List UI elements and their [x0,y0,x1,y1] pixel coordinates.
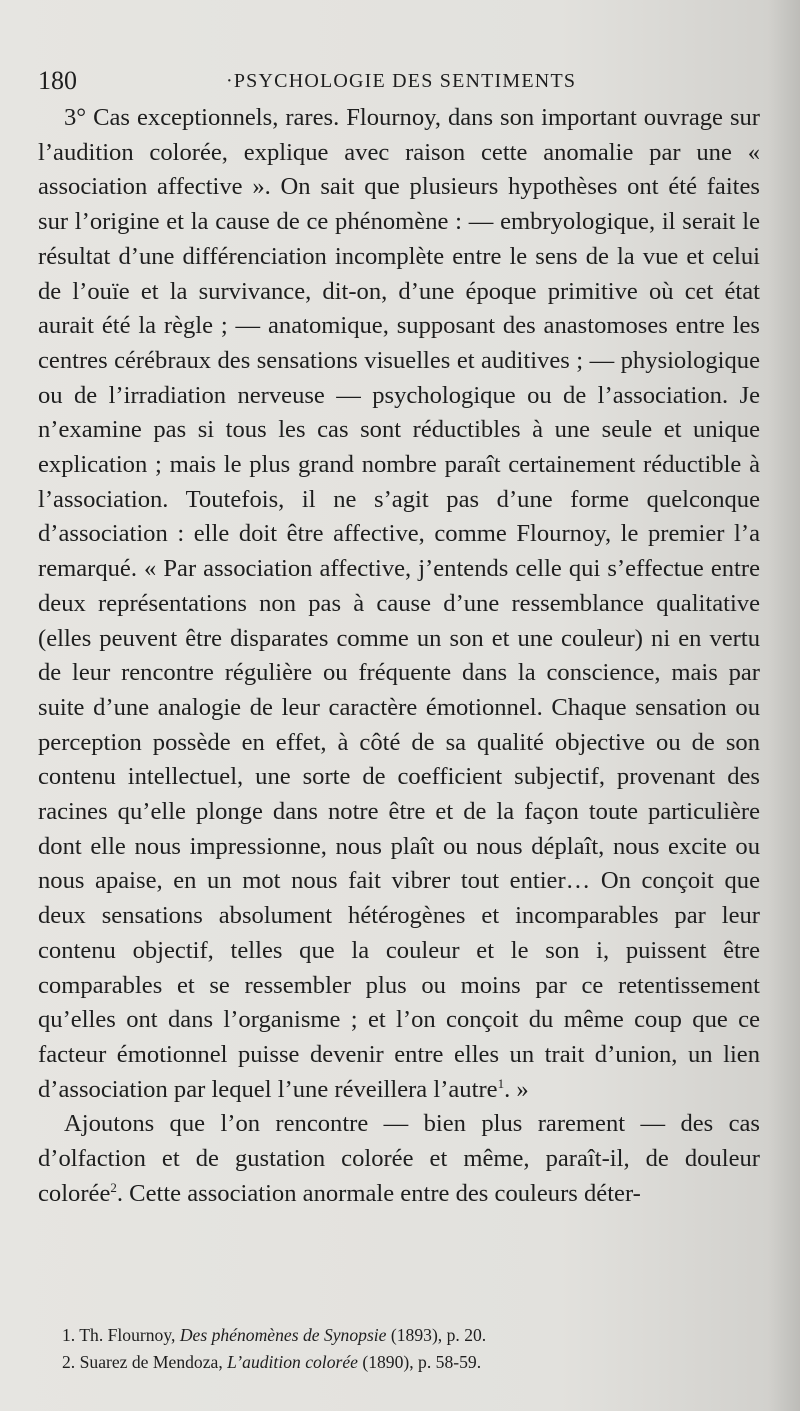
paragraph-text: Ajoutons que l’on rencontre — bien plus rarement — des cas d’olfaction et de gustation colorée et même, paraît-il, de douleur colorée [38,1110,760,1207]
paragraph-tail: . » [504,1075,529,1103]
footnote-ref: 1 [497,1075,505,1091]
footnote-title: Des phénomènes de Synopsie [179,1325,387,1345]
page-number: 180 [38,66,77,95]
footnote-author: Suarez de Mendoza, [79,1352,223,1372]
paragraph-tail: . Cette association anormale entre des couleurs déter- [116,1179,641,1207]
footnotes [62,1322,752,1376]
footnote-number: 1. [62,1325,76,1345]
body-text [38,101,760,1212]
page-header [38,64,760,98]
running-title: ·PSYCHOLOGIE DES SENTIMENTS [226,70,577,92]
footnote-number: 2. [62,1352,76,1372]
footnote [62,1322,752,1349]
footnote-details: (1893), p. 20. [390,1325,487,1345]
footnote-title: L’audition colorée [227,1352,358,1372]
paragraph-text: 3° Cas exceptionnels, rares. Flournoy, dans son important ouvrage sur l’audition colorée, explique avec raison cette anomalie par une « association affective ». On sait que plusieurs hypothèses ont été faites sur l’origine et la cause de ce phénomène : — embryologique, il serait le résultat d’une différenciation incomplète entre le sens de la vue et celui de l’ouïe et la survivance, dit-on, d’une époque primitive où cet état aurait été la règle ; — anatomique, supposant des anastomoses entre les centres cérébraux des sensations visuelles et auditives ; — physiologique ou de l’irradiation nerveuse — psychologique ou de l’association. Je n’examine pas si tous les cas sont réductibles à une seule et unique explication ; mais le plus grand nombre paraît certainement réductible à l’association. Toutefois, il ne s’agit pas d’une forme quelconque d’association : elle doit être affective, comme Flournoy, le premier l’a remarqué. « Par association affective, j’entends celle qui s’effectue entre deux représentations non pas à cause d’une ressemblance qualitative (elles peuvent être disparates comme un son et une couleur) ni en vertu de leur rencontre régulière ou fréquente dans la conscience, mais par suite d’une analogie de leur caractère émotionnel. Chaque sensation ou perception possède en effet, à côté de sa qualité objective ou de son contenu intellectuel, une sorte de coefficient subjectif, provenant des racines qu’elle plonge dans notre être et de la façon toute particulière dont elle nous impressionne, nous plaît ou nous déplaît, nous excite ou nous apaise, en un mot nous fait vibrer tout entier… On conçoit que deux sensations absolument hétérogènes et incomparables par leur contenu objectif, telles que la couleur et le son i, puissent être comparables et se ressembler plus ou moins par ce retentissement qu’elles ont dans l’organisme ; et l’on conçoit du même coup que ce facteur émotionnel puisse devenir entre elles un trait d’union, un lien d’association par lequel l’une réveillera l’autre [38,104,760,1103]
footnote-ref: 2 [110,1179,117,1195]
footnote [62,1349,752,1376]
footnote-author: Th. Flournoy, [79,1325,176,1345]
paragraph [38,1107,760,1211]
footnote-details: (1890), p. 58-59. [362,1352,482,1372]
paragraph [38,101,760,1107]
